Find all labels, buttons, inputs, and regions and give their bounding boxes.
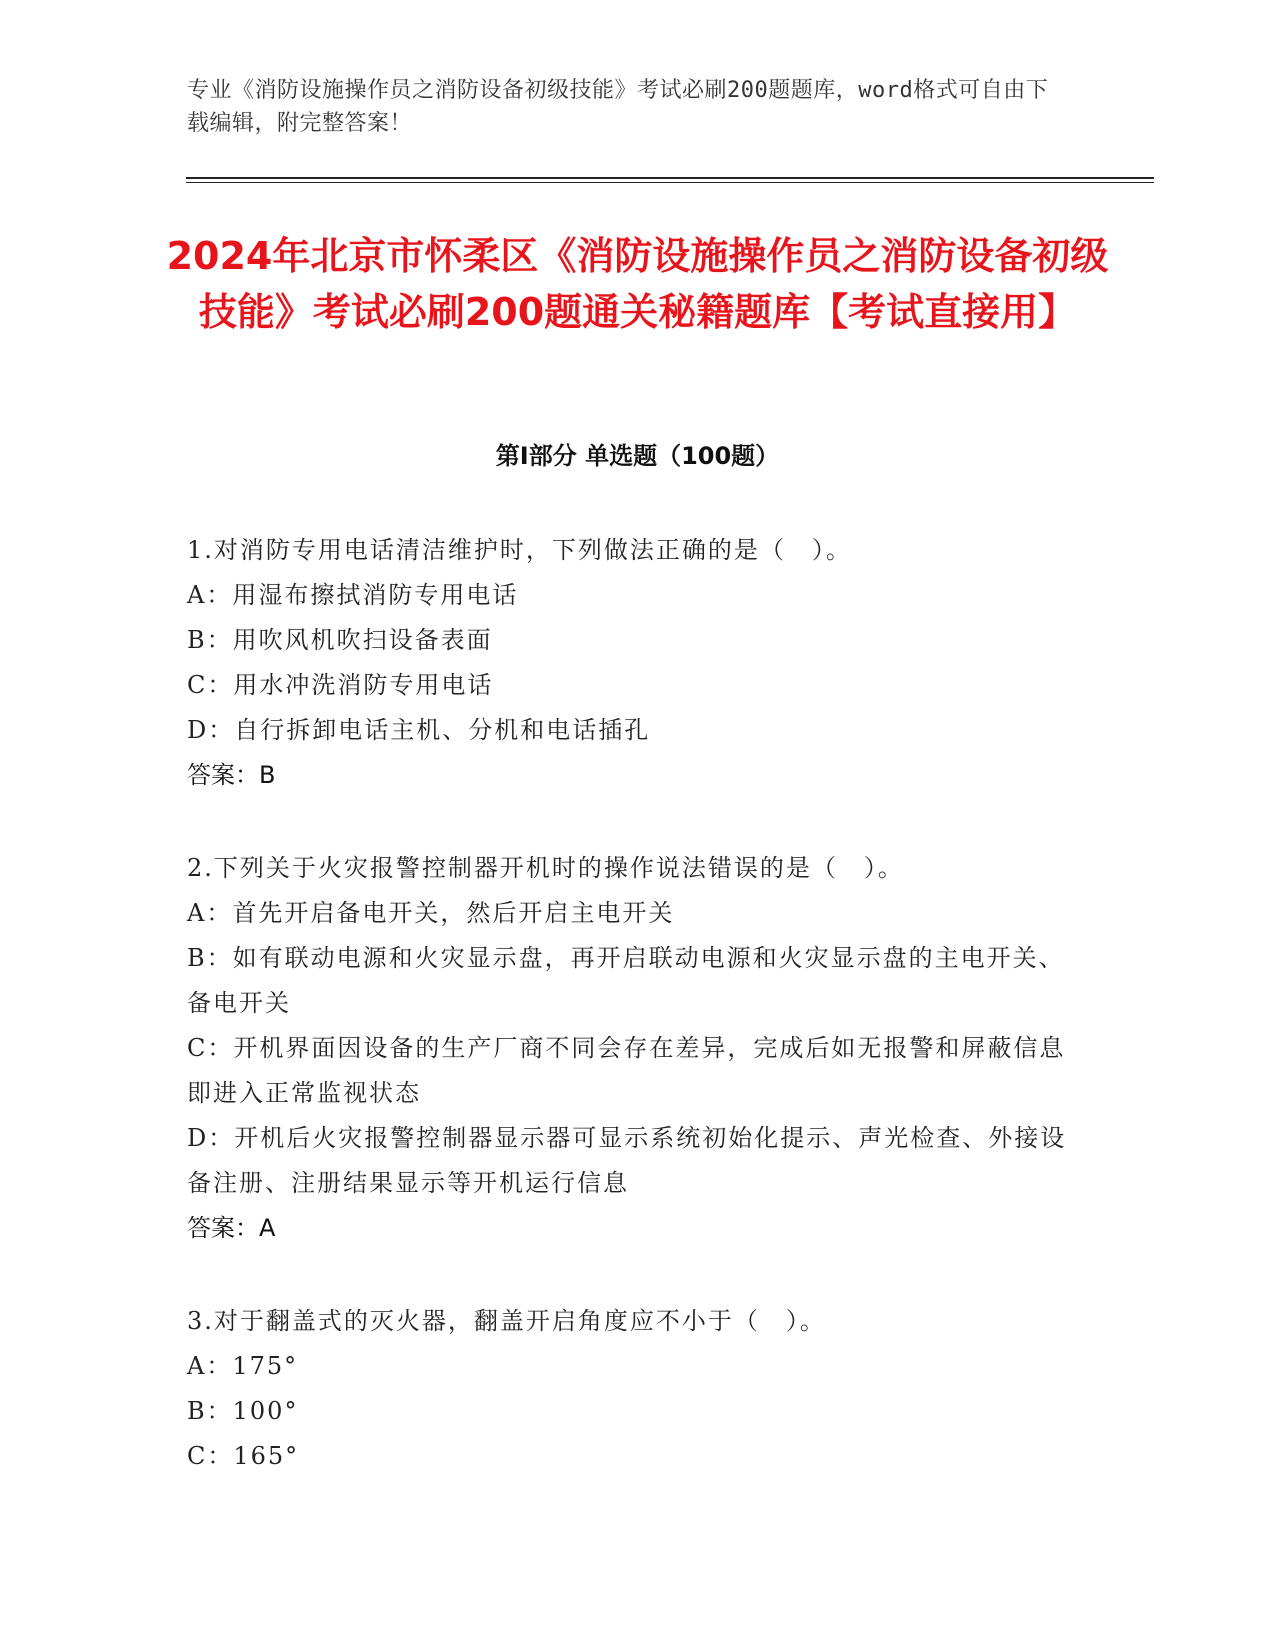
option-c: C：165° <box>187 1442 300 1470</box>
question-stem: 1.对消防专用电话清洁维护时，下列做法正确的是（ ）。 <box>187 536 852 564</box>
header-note: 专业《消防设施操作员之消防设备初级技能》考试必刷200题题库，word格式可自由下载编辑，附完整答案！ <box>187 78 1049 136</box>
section-heading: 第Ⅰ部分 单选题（100题） <box>495 442 780 470</box>
option-a: A：首先开启备电开关，然后开启主电开关 <box>187 899 675 927</box>
option-a: A：175° <box>187 1352 299 1380</box>
header-divider-thick <box>186 177 1154 179</box>
header-divider-thin <box>186 182 1154 183</box>
option-c: C：用水冲洗消防专用电话 <box>187 671 494 699</box>
option-b: B：如有联动电源和火灾显示盘，再开启联动电源和火灾显示盘的主电开关、备电开关 <box>187 944 1065 1017</box>
option-d: D：开机后火灾报警控制器显示器可显示系统初始化提示、声光检查、外接设备注册、注册结果显示等开机运行信息 <box>187 1124 1067 1197</box>
option-c: C：开机界面因设备的生产厂商不同会存在差异，完成后如无报警和屏蔽信息即进入正常监视状态 <box>187 1034 1066 1107</box>
answer: 答案：B <box>187 761 276 789</box>
document-title: 2024年北京市怀柔区《消防设施操作员之消防设备初级技能》考试必刷200题通关秘籍题库【考试直接用】 <box>166 234 1109 334</box>
question-1 <box>187 528 1087 798</box>
question-stem: 3.对于翻盖式的灭火器，翻盖开启角度应不小于（ ）。 <box>187 1307 826 1335</box>
option-d: D：自行拆卸电话主机、分机和电话插孔 <box>187 716 651 744</box>
question-3 <box>187 1299 1087 1479</box>
option-b: B：100° <box>187 1397 299 1425</box>
option-a: A：用湿布擦拭消防专用电话 <box>187 581 519 609</box>
answer: 答案：A <box>187 1214 276 1242</box>
question-stem: 2.下列关于火灾报警控制器开机时的操作说法错误的是（ ）。 <box>187 854 904 882</box>
question-2 <box>187 846 1087 1251</box>
option-b: B：用吹风机吹扫设备表面 <box>187 626 493 654</box>
question-list <box>187 528 1087 1527</box>
